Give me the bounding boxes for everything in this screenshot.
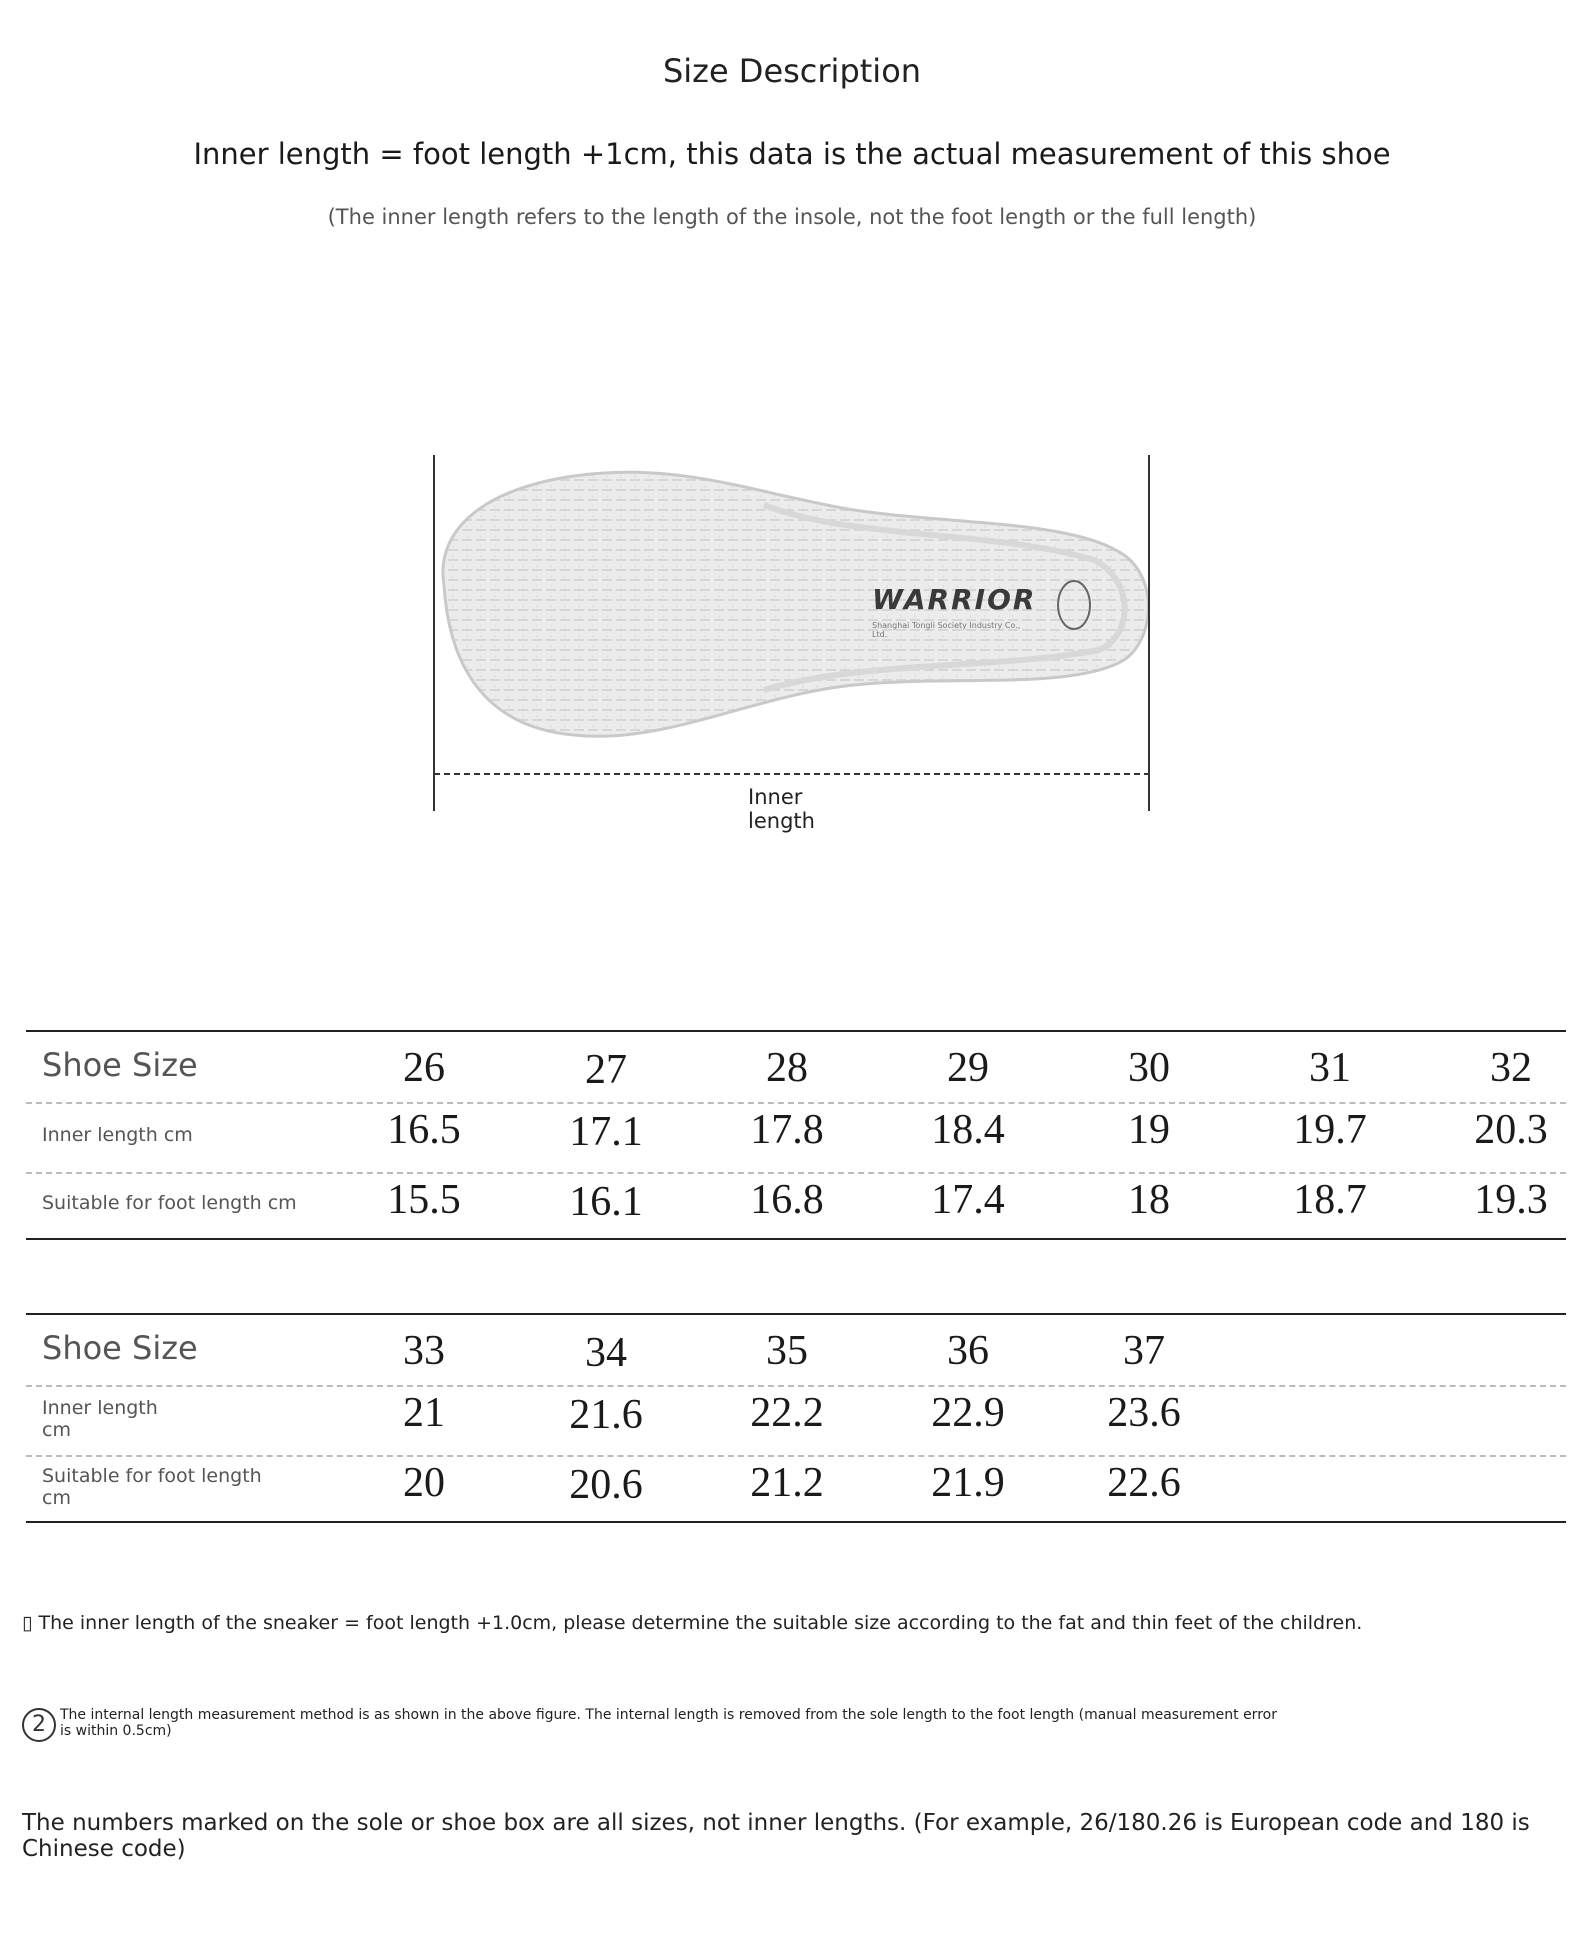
inner-cell: 21.6 <box>569 1392 643 1438</box>
table-row-inner <box>26 1102 1566 1174</box>
foot-cell: 21.9 <box>931 1460 1005 1506</box>
brand-logo: WARRIOR <box>872 583 1037 616</box>
size-cell: 35 <box>766 1328 808 1374</box>
dimension-left-bound <box>433 455 435 811</box>
insole-outline <box>443 472 1148 736</box>
row-label-size: Shoe Size <box>42 1046 198 1084</box>
foot-cell: 16.8 <box>750 1177 824 1223</box>
size-cell: 31 <box>1309 1045 1351 1091</box>
row-label-foot: Suitable for foot length cm <box>42 1192 297 1214</box>
row-label-foot: Suitable for foot length cm <box>42 1465 262 1509</box>
foot-cell: 22.6 <box>1107 1460 1181 1506</box>
size-table-2 <box>26 1313 1566 1523</box>
size-table-1 <box>26 1030 1566 1240</box>
size-cell: 27 <box>585 1047 627 1093</box>
foot-cell: 17.4 <box>931 1177 1005 1223</box>
inner-cell: 16.5 <box>387 1107 461 1153</box>
dimension-label: Inner length <box>748 785 815 833</box>
foot-cell: 20.6 <box>569 1462 643 1508</box>
inner-cell: 19.7 <box>1293 1107 1367 1153</box>
size-cell: 33 <box>403 1328 445 1374</box>
inner-cell: 21 <box>403 1390 445 1436</box>
foot-cell: 21.2 <box>750 1460 824 1506</box>
dimension-line <box>434 773 1150 775</box>
insole-figure <box>430 455 1154 835</box>
circled-two-icon: 2 <box>22 1708 56 1742</box>
foot-cell: 20 <box>403 1460 445 1506</box>
foot-cell: 18.7 <box>1293 1177 1367 1223</box>
table-row-foot <box>26 1172 1566 1242</box>
inner-cell: 23.6 <box>1107 1390 1181 1436</box>
size-cell: 32 <box>1490 1045 1532 1091</box>
formula-subtitle: Inner length = foot length +1cm, this data is the actual measurement of this shoe <box>193 137 1391 171</box>
inner-cell: 18.4 <box>931 1107 1005 1153</box>
table-row-size <box>26 1315 1566 1387</box>
brand-company: Shanghai Tongli Society Industry Co., Ltd. <box>872 621 1021 639</box>
size-cell: 28 <box>766 1045 808 1091</box>
dimension-right-bound <box>1148 455 1150 811</box>
size-cell: 36 <box>947 1328 989 1374</box>
foot-cell: 18 <box>1128 1177 1170 1223</box>
size-cell: 37 <box>1123 1328 1165 1374</box>
size-cell: 26 <box>403 1045 445 1091</box>
foot-cell: 19.3 <box>1474 1177 1548 1223</box>
inner-cell: 17.1 <box>569 1109 643 1155</box>
size-cell: 30 <box>1128 1045 1170 1091</box>
table-row-inner <box>26 1385 1566 1457</box>
inner-cell: 22.2 <box>750 1390 824 1436</box>
table-row-foot <box>26 1455 1566 1525</box>
table-row-size <box>26 1032 1566 1104</box>
row-label-inner: Inner length cm <box>42 1397 158 1441</box>
inner-cell: 17.8 <box>750 1107 824 1153</box>
footnote-2: The internal length measurement method is as shown in the above figure. The internal length is removed from the sole length to the foot length (manual measurement error is within 0.5cm) <box>60 1707 1277 1739</box>
inner-cell: 19 <box>1128 1107 1170 1153</box>
size-cell: 29 <box>947 1045 989 1091</box>
inner-cell: 20.3 <box>1474 1107 1548 1153</box>
page-title: Size Description <box>662 52 922 90</box>
insole-image <box>434 465 1150 757</box>
row-label-size: Shoe Size <box>42 1329 198 1367</box>
size-cell: 34 <box>585 1330 627 1376</box>
inner-length-note: (The inner length refers to the length of the insole, not the foot length or the full length) <box>327 205 1257 229</box>
foot-cell: 15.5 <box>387 1177 461 1223</box>
footnote-1: ▯ The inner length of the sneaker = foot length +1.0cm, please determine the suitable size according to the fat and thin feet of the children. <box>22 1612 1363 1634</box>
footnote-3: The numbers marked on the sole or shoe box are all sizes, not inner lengths. (For example, 26/180.26 is European code and 180 is Chinese code) <box>22 1810 1530 1862</box>
foot-cell: 16.1 <box>569 1179 643 1225</box>
inner-cell: 22.9 <box>931 1390 1005 1436</box>
row-label-inner: Inner length cm <box>42 1124 193 1146</box>
